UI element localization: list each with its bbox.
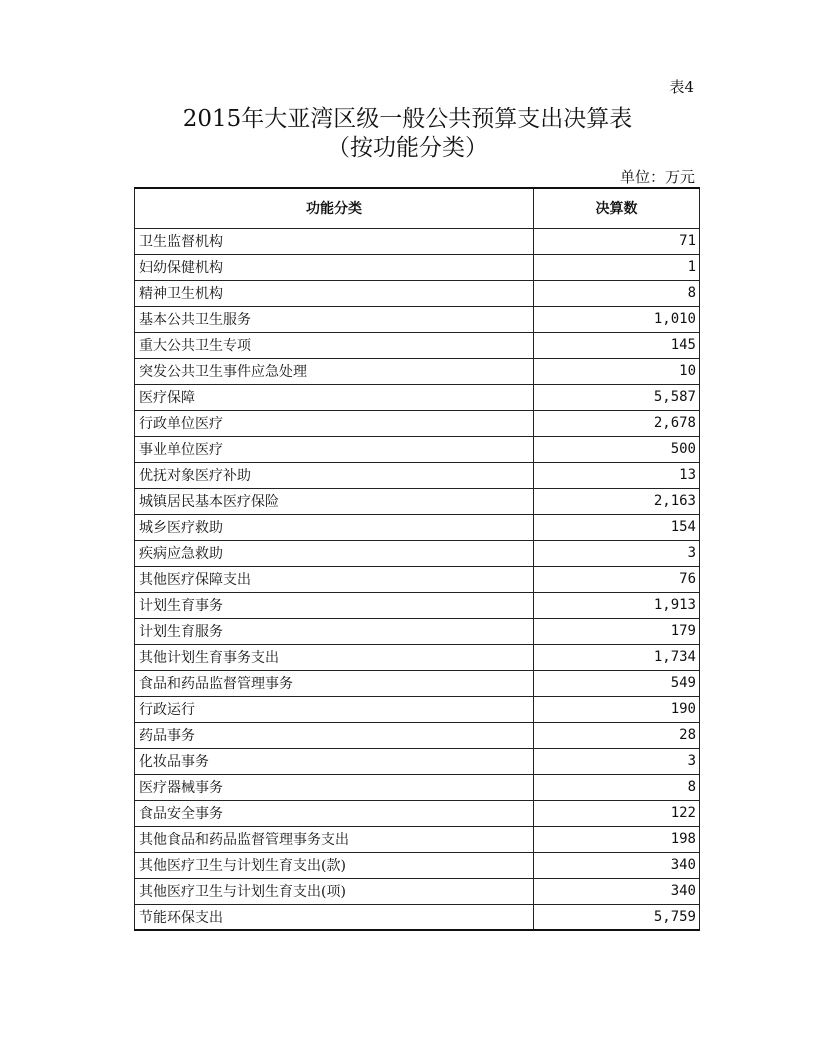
table-row <box>135 332 700 358</box>
column-header-category: 功能分类 <box>135 188 534 228</box>
category-name-cell: 优抚对象医疗补助 <box>135 462 534 488</box>
category-name-cell: 计划生育事务 <box>135 592 534 618</box>
category-name-cell: 药品事务 <box>135 722 534 748</box>
category-name-cell: 食品和药品监督管理事务 <box>135 670 534 696</box>
table-row <box>135 904 700 930</box>
amount-cell: 28 <box>534 722 700 748</box>
category-name-cell: 行政运行 <box>135 696 534 722</box>
amount-cell: 549 <box>534 670 700 696</box>
category-name-cell: 卫生监督机构 <box>135 228 534 254</box>
category-name-cell: 疾病应急救助 <box>135 540 534 566</box>
category-name-cell: 行政单位医疗 <box>135 410 534 436</box>
category-name-cell: 突发公共卫生事件应急处理 <box>135 358 534 384</box>
category-name-cell: 基本公共卫生服务 <box>135 306 534 332</box>
table-row <box>135 878 700 904</box>
table-body <box>135 228 700 930</box>
table-row <box>135 254 700 280</box>
amount-cell: 2,163 <box>534 488 700 514</box>
category-name-cell: 计划生育服务 <box>135 618 534 644</box>
amount-cell: 198 <box>534 826 700 852</box>
table-row <box>135 410 700 436</box>
table-row <box>135 358 700 384</box>
category-name-cell: 其他医疗卫生与计划生育支出(款) <box>135 852 534 878</box>
amount-cell: 500 <box>534 436 700 462</box>
amount-cell: 5,587 <box>534 384 700 410</box>
table-row <box>135 826 700 852</box>
table-row <box>135 566 700 592</box>
table-row <box>135 540 700 566</box>
category-name-cell: 其他食品和药品监督管理事务支出 <box>135 826 534 852</box>
category-name-cell: 其他计划生育事务支出 <box>135 644 534 670</box>
document-title: 2015年大亚湾区级一般公共预算支出决算表 <box>182 106 633 132</box>
amount-cell: 3 <box>534 540 700 566</box>
category-name-cell: 医疗保障 <box>135 384 534 410</box>
amount-cell: 10 <box>534 358 700 384</box>
category-name-cell: 节能环保支出 <box>135 904 534 930</box>
table-row <box>135 748 700 774</box>
table-row <box>135 852 700 878</box>
category-name-cell: 其他医疗卫生与计划生育支出(项) <box>135 878 534 904</box>
table-row <box>135 722 700 748</box>
amount-cell: 8 <box>534 280 700 306</box>
category-name-cell: 城镇居民基本医疗保险 <box>135 488 534 514</box>
amount-cell: 122 <box>534 800 700 826</box>
budget-table <box>134 187 700 931</box>
amount-cell: 1,734 <box>534 644 700 670</box>
amount-cell: 76 <box>534 566 700 592</box>
amount-cell: 179 <box>534 618 700 644</box>
table-row <box>135 488 700 514</box>
category-name-cell: 医疗器械事务 <box>135 774 534 800</box>
document-subtitle: （按功能分类） <box>327 135 488 161</box>
category-name-cell: 精神卫生机构 <box>135 280 534 306</box>
category-name-cell: 重大公共卫生专项 <box>135 332 534 358</box>
amount-cell: 145 <box>534 332 700 358</box>
amount-cell: 2,678 <box>534 410 700 436</box>
amount-cell: 71 <box>534 228 700 254</box>
table-row <box>135 436 700 462</box>
table-row <box>135 228 700 254</box>
unit-label: 单位：万元 <box>619 168 695 186</box>
table-header-row <box>135 188 700 228</box>
category-name-cell: 事业单位医疗 <box>135 436 534 462</box>
category-name-cell: 食品安全事务 <box>135 800 534 826</box>
table-row <box>135 774 700 800</box>
table-row <box>135 280 700 306</box>
amount-cell: 1 <box>534 254 700 280</box>
category-name-cell: 其他医疗保障支出 <box>135 566 534 592</box>
table-row <box>135 384 700 410</box>
table-row <box>135 514 700 540</box>
category-name-cell: 妇幼保健机构 <box>135 254 534 280</box>
table-row <box>135 696 700 722</box>
amount-cell: 3 <box>534 748 700 774</box>
amount-cell: 13 <box>534 462 700 488</box>
table-number-label: 表4 <box>669 78 694 96</box>
amount-cell: 8 <box>534 774 700 800</box>
amount-cell: 190 <box>534 696 700 722</box>
table-row <box>135 462 700 488</box>
amount-cell: 340 <box>534 878 700 904</box>
amount-cell: 5,759 <box>534 904 700 930</box>
amount-cell: 1,010 <box>534 306 700 332</box>
column-header-amount: 决算数 <box>534 188 700 228</box>
category-name-cell: 城乡医疗救助 <box>135 514 534 540</box>
table-row <box>135 644 700 670</box>
amount-cell: 1,913 <box>534 592 700 618</box>
category-name-cell: 化妆品事务 <box>135 748 534 774</box>
amount-cell: 340 <box>534 852 700 878</box>
table-row <box>135 592 700 618</box>
table-row <box>135 800 700 826</box>
amount-cell: 154 <box>534 514 700 540</box>
table-row <box>135 670 700 696</box>
table-row <box>135 618 700 644</box>
table-row <box>135 306 700 332</box>
